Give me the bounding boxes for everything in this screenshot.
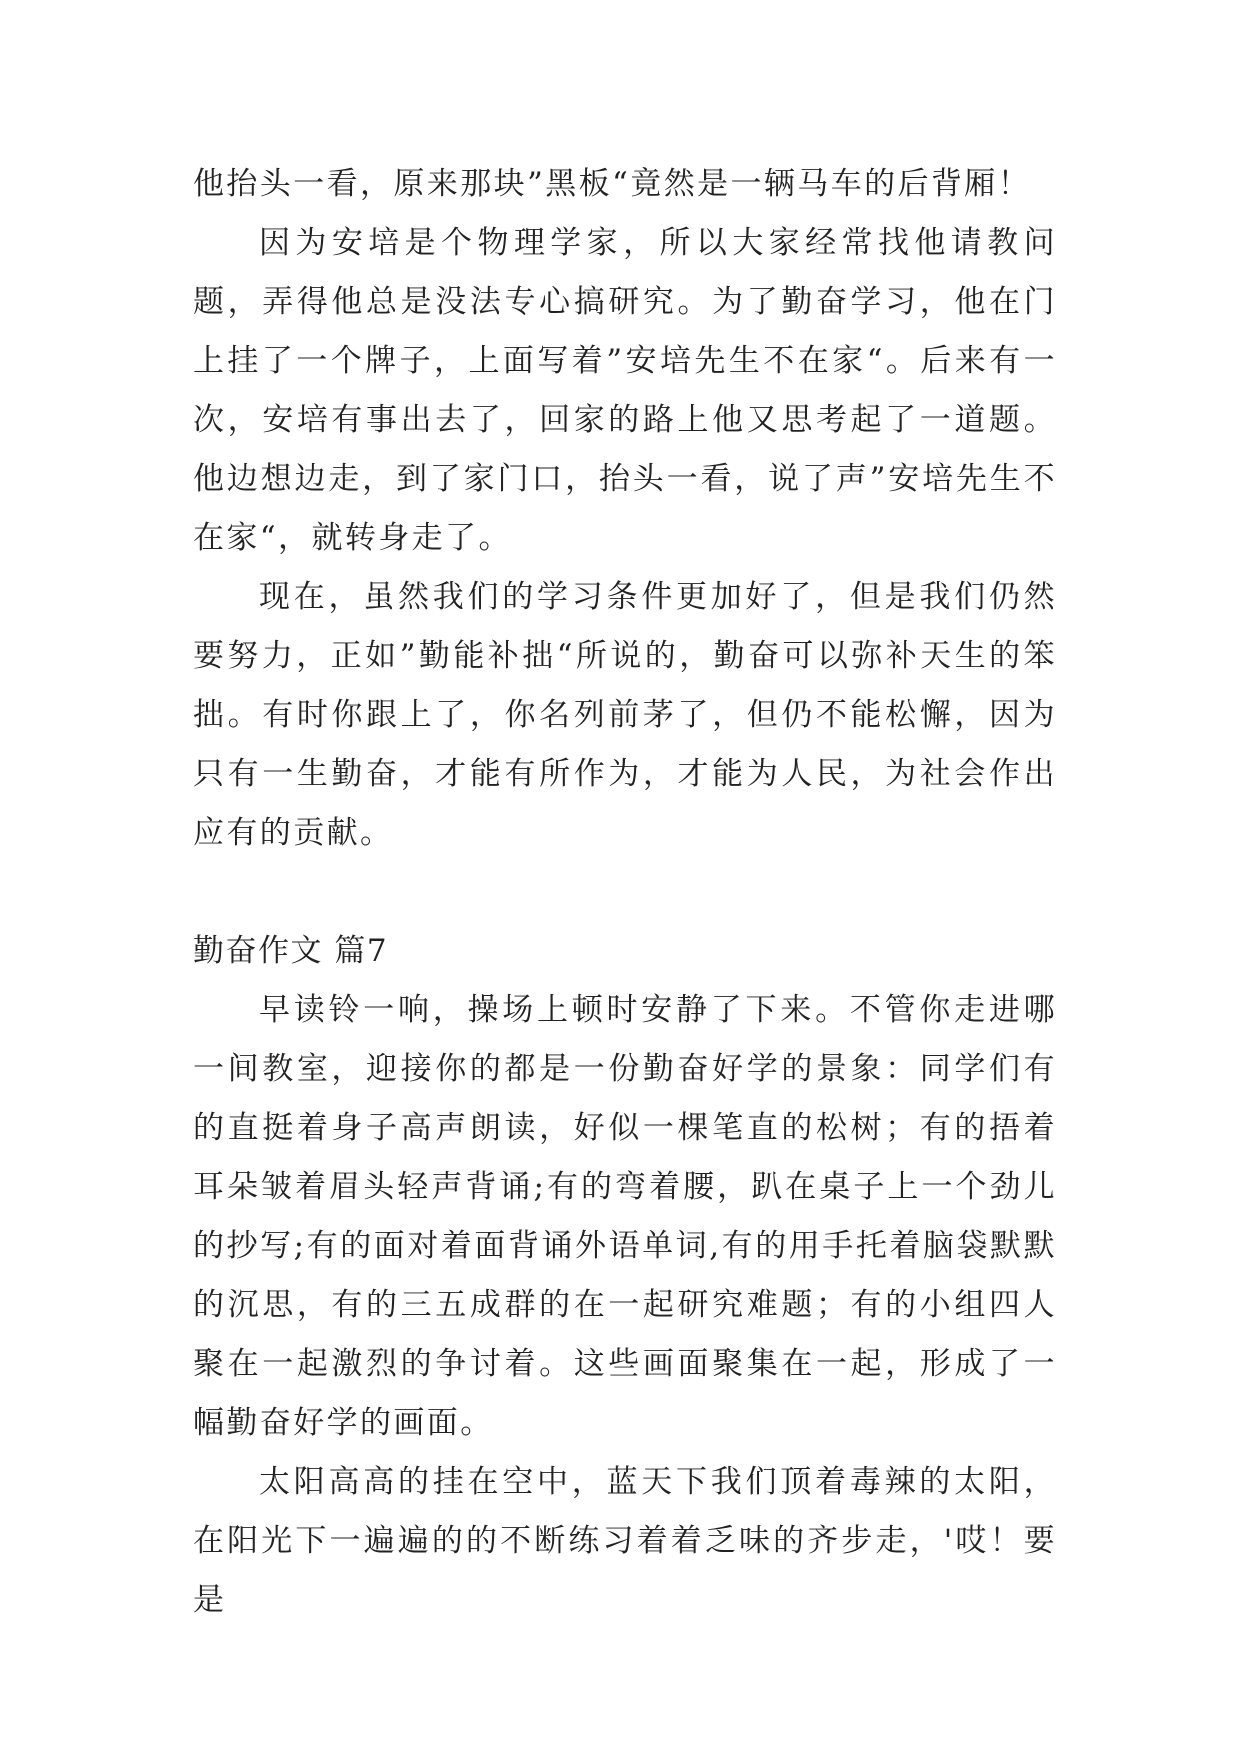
- document-body: [193, 155, 1057, 1630]
- section-heading: 勤奋作文 篇7: [193, 933, 389, 969]
- paragraph-ampere-story: 因为安培是个物理学家，所以大家经常找他请教问题，弄得他总是没法专心搞研究。为了勤奋学习，他在门上挂了一个牌子，上面写着”安培先生不在家“。后来有一次，安培有事出去了，回家的路上他又思考起了一道题。他边想边走，到了家门口，抬头一看，说了声”安培先生不在家“，就转身走了。: [193, 225, 1057, 556]
- paragraph-marching-practice: 太阳高高的挂在空中，蓝天下我们顶着毒辣的太阳，在阳光下一遍遍的的不断练习着着乏味的齐步走，'哎！要是: [193, 1464, 1057, 1618]
- paragraph-conclusion: 现在，虽然我们的学习条件更加好了，但是我们仍然要努力，正如”勤能补拙“所说的，勤奋可以弥补天生的笨拙。有时你跟上了，你名列前茅了，但仍不能松懈，因为只有一生勤奋，才能有所作为，才能为人民，为社会作出应有的贡献。: [193, 579, 1057, 851]
- paragraph-continuation: 他抬头一看，原来那块”黑板“竟然是一辆马车的后背厢！: [193, 166, 1032, 202]
- paragraph-morning-reading: 早读铃一响，操场上顿时安静了下来。不管你走进哪一间教室，迎接你的都是一份勤奋好学的景象：同学们有的直挺着身子高声朗读，好似一棵笔直的松树；有的捂着耳朵皱着眉头轻声背诵;有的弯着腰，趴在桌子上一个劲儿的抄写;有的面对着面背诵外语单词,有的用手托着脑袋默默的沉思，有的三五成群的在一起研究难题；有的小组四人聚在一起激烈的争讨着。这些画面聚集在一起，形成了一幅勤奋好学的画面。: [193, 992, 1057, 1441]
